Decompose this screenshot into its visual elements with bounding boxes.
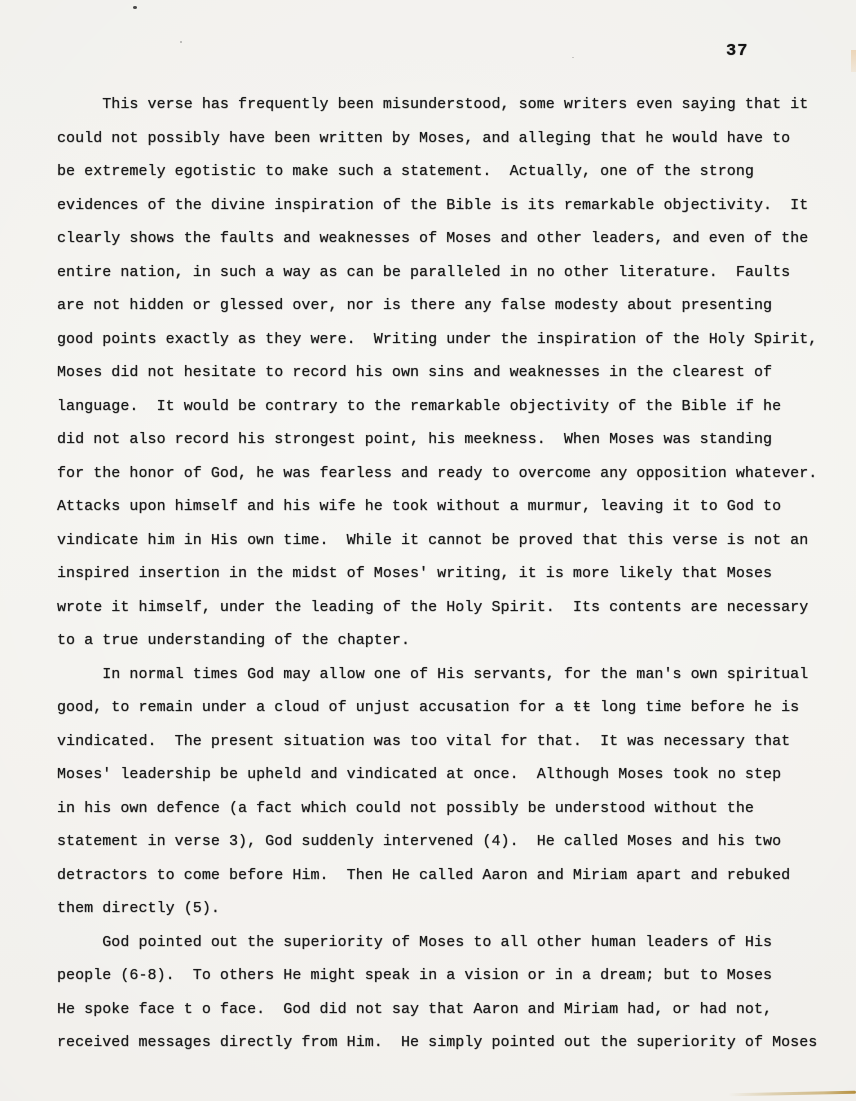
text-line: good, to remain under a cloud of unjust accusation for a ŧŧ long time before he is — [57, 699, 800, 716]
text-line: Attacks upon himself and his wife he took without a murmur, leaving it to God to — [57, 498, 782, 515]
document-lines — [57, 88, 817, 1060]
text-line: God pointed out the superiority of Moses to all other human leaders of His — [57, 933, 773, 951]
text-line: clearly shows the faults and weaknesses of Moses and other leaders, and even of the — [57, 230, 809, 247]
text-line: be extremely egotistic to make such a statement. Actually, one of the strong — [57, 163, 754, 180]
text-line: Moses' leadership be upheld and vindicated at once. Although Moses took no step — [57, 766, 782, 783]
scan-speck — [572, 57, 574, 58]
scan-edge-mark — [851, 50, 856, 72]
text-line: language. It would be contrary to the remarkable objectivity of the Bible if he — [57, 397, 782, 415]
text-line: inspired insertion in the midst of Moses' writing, it is more likely that Moses — [57, 565, 773, 582]
text-line: In normal times God may allow one of His servants, for the man's own spiritual — [57, 665, 809, 683]
scan-speck — [133, 6, 137, 9]
text-line: vindicated. The present situation was too vital for that. It was necessary that — [57, 732, 791, 750]
text-line: people (6-8). To others He might speak in a vision or in a dream; but to Moses — [57, 967, 773, 984]
text-line: wrote it himself, under the leading of the Holy Spirit. Its contents are necessary — [57, 598, 809, 616]
text-line: are not hidden or glessed over, nor is there any false modesty about presenting — [57, 297, 773, 314]
text-line: Moses did not hesitate to record his own sins and weaknesses in the clearest of — [57, 364, 773, 381]
text-line: vindicate him in His own time. While it cannot be proved that this verse is not an — [57, 531, 809, 549]
text-line: them directly (5). — [57, 900, 220, 917]
text-line: entire nation, in such a way as can be paralleled in no other literature. Faults — [57, 263, 791, 281]
text-line: statement in verse 3), God suddenly intervened (4). He called Moses and his two — [57, 833, 782, 850]
text-line: to a true understanding of the chapter. — [57, 632, 411, 649]
scan-speck — [180, 41, 182, 43]
text-line: detractors to come before Him. Then He called Aaron and Miriam apart and rebuked — [57, 866, 791, 884]
text-line: He spoke face t o face. God did not say that Aaron and Miriam had, or had not, — [57, 1000, 773, 1018]
text-line: evidences of the divine inspiration of the Bible is its remarkable objectivity. It — [57, 196, 809, 214]
text-line: This verse has frequently been misunderstood, some writers even saying that it — [57, 96, 809, 113]
text-line: did not also record his strongest point, his meekness. When Moses was standing — [57, 431, 773, 448]
text-line: received messages directly from Him. He simply pointed out the superiority of Moses — [57, 1034, 818, 1051]
text-line: good points exactly as they were. Writing under the inspiration of the Holy Spirit, — [57, 330, 818, 348]
scan-scratch — [728, 1091, 856, 1097]
text-line: could not possibly have been written by Moses, and alleging that he would have to — [57, 129, 791, 147]
text-line: for the honor of God, he was fearless and ready to overcome any opposition whatever. — [57, 464, 818, 482]
page-number: 37 — [726, 42, 749, 61]
text-line: in his own defence (a fact which could not possibly be understood without the — [57, 799, 754, 817]
scan-speck — [622, 600, 624, 602]
